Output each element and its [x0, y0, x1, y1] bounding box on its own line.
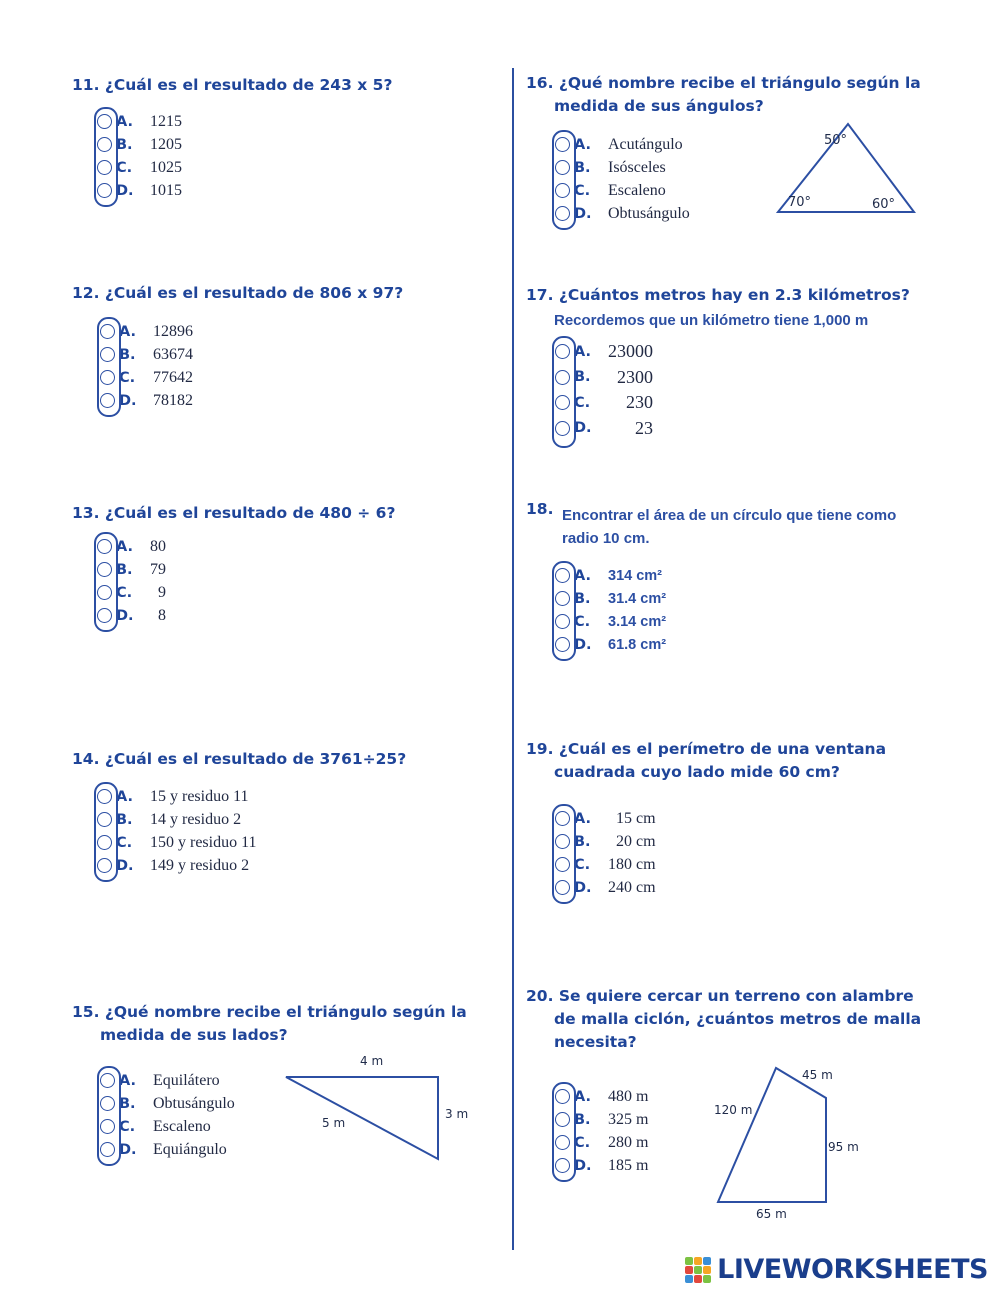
option-text: 1205 [150, 135, 182, 153]
option-text: Obtusángulo [153, 1094, 235, 1112]
side-label-right: 3 m [445, 1107, 469, 1121]
option-letter: A. [574, 567, 591, 584]
option-a[interactable] [97, 785, 257, 808]
option-letter: D. [116, 857, 134, 874]
options-bracket [94, 107, 118, 207]
options-11 [97, 110, 182, 202]
angle-label-top: 50° [824, 133, 848, 148]
option-text: 80 [150, 537, 166, 555]
question-title: 13. ¿Cuál es el resultado de 480 ÷ 6? [72, 504, 396, 522]
question-title: 19. ¿Cuál es el perímetro de una ventana [526, 740, 887, 758]
triangle-svg [280, 1045, 480, 1165]
option-text: 325 m [608, 1110, 649, 1128]
question-title-cont: medida de sus ángulos? [554, 97, 764, 115]
options-14 [97, 785, 257, 877]
angle-triangle-figure [772, 118, 922, 218]
option-letter: B. [116, 811, 133, 828]
option-letter: A. [116, 788, 133, 805]
triangle-svg [772, 118, 922, 218]
options-18 [555, 564, 666, 656]
options-bracket [97, 317, 121, 417]
option-text: 1015 [150, 181, 182, 199]
option-text: 61.8 cm² [608, 636, 667, 653]
question-text: Encontrar el área de un círculo que tiene como [562, 507, 897, 524]
question-title: 17. ¿Cuántos metros hay en 2.3 kilómetros? [526, 286, 910, 304]
logo-mark-icon [685, 1257, 711, 1283]
option-letter: C. [116, 584, 133, 601]
option-letter: B. [574, 369, 591, 386]
options-bracket [552, 1082, 576, 1182]
option-letter: D. [574, 205, 592, 222]
option-text: 230 [608, 392, 653, 413]
option-letter: A. [119, 323, 136, 340]
question-text-cont: radio 10 cm. [562, 530, 650, 547]
option-text: 23 [608, 417, 653, 438]
option-text: 1025 [150, 158, 182, 176]
option-letter: C. [574, 394, 591, 411]
side-label-bottom: 65 m [756, 1207, 787, 1221]
option-text: 63674 [153, 345, 193, 363]
options-15 [100, 1069, 235, 1161]
option-b[interactable] [97, 808, 257, 831]
option-text: 77642 [153, 368, 193, 386]
option-text: 314 cm² [608, 567, 663, 584]
question-title: 15. ¿Qué nombre recibe el triángulo según la [72, 1003, 467, 1021]
option-letter: A. [119, 1072, 136, 1089]
option-text: Escaleno [608, 181, 666, 199]
option-letter: C. [574, 1134, 591, 1151]
option-letter: A. [574, 810, 591, 827]
question-hint: Recordemos que un kilómetro tiene 1,000 m [554, 312, 869, 329]
options-19 [555, 807, 656, 899]
option-letter: B. [119, 1095, 136, 1112]
option-text: 79 [150, 560, 166, 578]
option-letter: C. [116, 834, 133, 851]
question-16 [526, 72, 921, 118]
question-title: 12. ¿Cuál es el resultado de 806 x 97? [72, 284, 404, 302]
option-text: Isósceles [608, 158, 666, 176]
option-letter: D. [119, 392, 137, 409]
question-18 [526, 500, 946, 550]
question-20 [526, 985, 921, 1054]
options-bracket [552, 561, 576, 661]
options-bracket [552, 130, 576, 230]
option-text: 240 cm [608, 878, 656, 896]
option-text: 20 cm [608, 832, 656, 850]
option-letter: D. [574, 636, 592, 653]
options-bracket [97, 1066, 121, 1166]
option-text: 149 y residuo 2 [150, 856, 250, 874]
option-text: 3.14 cm² [608, 613, 667, 630]
option-text: 12896 [153, 322, 193, 340]
side-label-top: 45 m [802, 1068, 833, 1082]
logo-text: LIVEWORKSHEETS [717, 1254, 988, 1285]
options-bracket [552, 336, 576, 448]
option-letter: C. [119, 369, 136, 386]
side-label-top: 4 m [360, 1054, 384, 1068]
side-label-hyp: 5 m [322, 1116, 346, 1130]
option-text: 185 m [608, 1156, 649, 1174]
angle-label-left: 70° [788, 195, 812, 210]
angle-label-right: 60° [872, 197, 896, 212]
option-letter: D. [116, 182, 134, 199]
option-letter: C. [119, 1118, 136, 1135]
trapezoid-figure [708, 1062, 888, 1224]
option-letter: C. [574, 182, 591, 199]
option-text: 15 y residuo 11 [150, 787, 249, 805]
option-text: 280 m [608, 1133, 649, 1151]
option-c[interactable] [97, 831, 257, 854]
option-letter: D. [116, 607, 134, 624]
question-title: 14. ¿Cuál es el resultado de 3761÷25? [72, 750, 407, 768]
options-bracket [552, 804, 576, 904]
option-letter: B. [574, 159, 591, 176]
option-letter: A. [574, 136, 591, 153]
options-20 [555, 1085, 648, 1177]
option-text: Obtusángulo [608, 204, 690, 222]
option-text: 180 cm [608, 855, 656, 873]
option-letter: B. [116, 561, 133, 578]
question-title: 11. ¿Cuál es el resultado de 243 x 5? [72, 76, 393, 94]
option-letter: D. [574, 879, 592, 896]
option-letter: C. [116, 159, 133, 176]
option-letter: C. [574, 613, 591, 630]
option-d[interactable] [97, 854, 257, 877]
option-letter: A. [574, 1088, 591, 1105]
options-13 [97, 535, 166, 627]
side-label-right: 95 m [828, 1140, 859, 1154]
option-text: Equilátero [153, 1071, 220, 1089]
option-letter: B. [574, 833, 591, 850]
question-title-cont: de malla ciclón, ¿cuántos metros de malla [554, 1010, 922, 1028]
option-letter: B. [116, 136, 133, 153]
column-divider [512, 68, 514, 1250]
question-11 [72, 74, 392, 97]
option-text: 2300 [608, 366, 653, 387]
side-label-left: 120 m [714, 1103, 753, 1117]
question-title-cont: necesita? [554, 1033, 637, 1051]
question-17 [526, 284, 910, 332]
question-title-cont: cuadrada cuyo lado mide 60 cm? [554, 763, 840, 781]
question-14 [72, 748, 406, 771]
question-13 [72, 502, 395, 525]
question-title: 20. Se quiere cercar un terreno con alambre [526, 987, 914, 1005]
option-letter: D. [574, 1157, 592, 1174]
option-text: 9 [150, 583, 166, 601]
option-text: 1215 [150, 112, 182, 130]
options-16 [555, 133, 690, 225]
liveworksheets-logo [685, 1254, 988, 1285]
question-number: 18. [526, 500, 554, 518]
options-bracket [94, 782, 118, 882]
option-text: 23000 [608, 341, 653, 362]
option-text: Equiángulo [153, 1140, 227, 1158]
option-text: 8 [150, 606, 166, 624]
options-bracket [94, 532, 118, 632]
question-title-cont: medida de sus lados? [100, 1026, 288, 1044]
option-text: Acutángulo [608, 135, 683, 153]
question-19 [526, 738, 886, 784]
option-letter: D. [119, 1141, 137, 1158]
option-letter: B. [119, 346, 136, 363]
options-12 [100, 320, 193, 412]
option-letter: A. [116, 538, 133, 555]
question-12 [72, 282, 403, 305]
option-text: 480 m [608, 1087, 649, 1105]
option-text: 150 y residuo 11 [150, 833, 257, 851]
option-text: Escaleno [153, 1117, 211, 1135]
question-title: 16. ¿Qué nombre recibe el triángulo según la [526, 74, 921, 92]
trapezoid-svg [708, 1062, 888, 1224]
option-text: 15 cm [608, 809, 656, 827]
option-letter: B. [574, 1111, 591, 1128]
option-text: 31.4 cm² [608, 590, 667, 607]
option-letter: A. [574, 343, 591, 360]
option-text: 14 y residuo 2 [150, 810, 242, 828]
option-letter: B. [574, 590, 591, 607]
trapezoid-shape [718, 1068, 826, 1202]
option-text: 78182 [153, 391, 193, 409]
option-letter: A. [116, 113, 133, 130]
right-triangle-figure [280, 1045, 480, 1165]
triangle-shape [286, 1077, 438, 1159]
options-17 [555, 339, 653, 441]
option-letter: C. [574, 856, 591, 873]
option-letter: D. [574, 420, 592, 437]
question-15 [72, 1001, 467, 1047]
